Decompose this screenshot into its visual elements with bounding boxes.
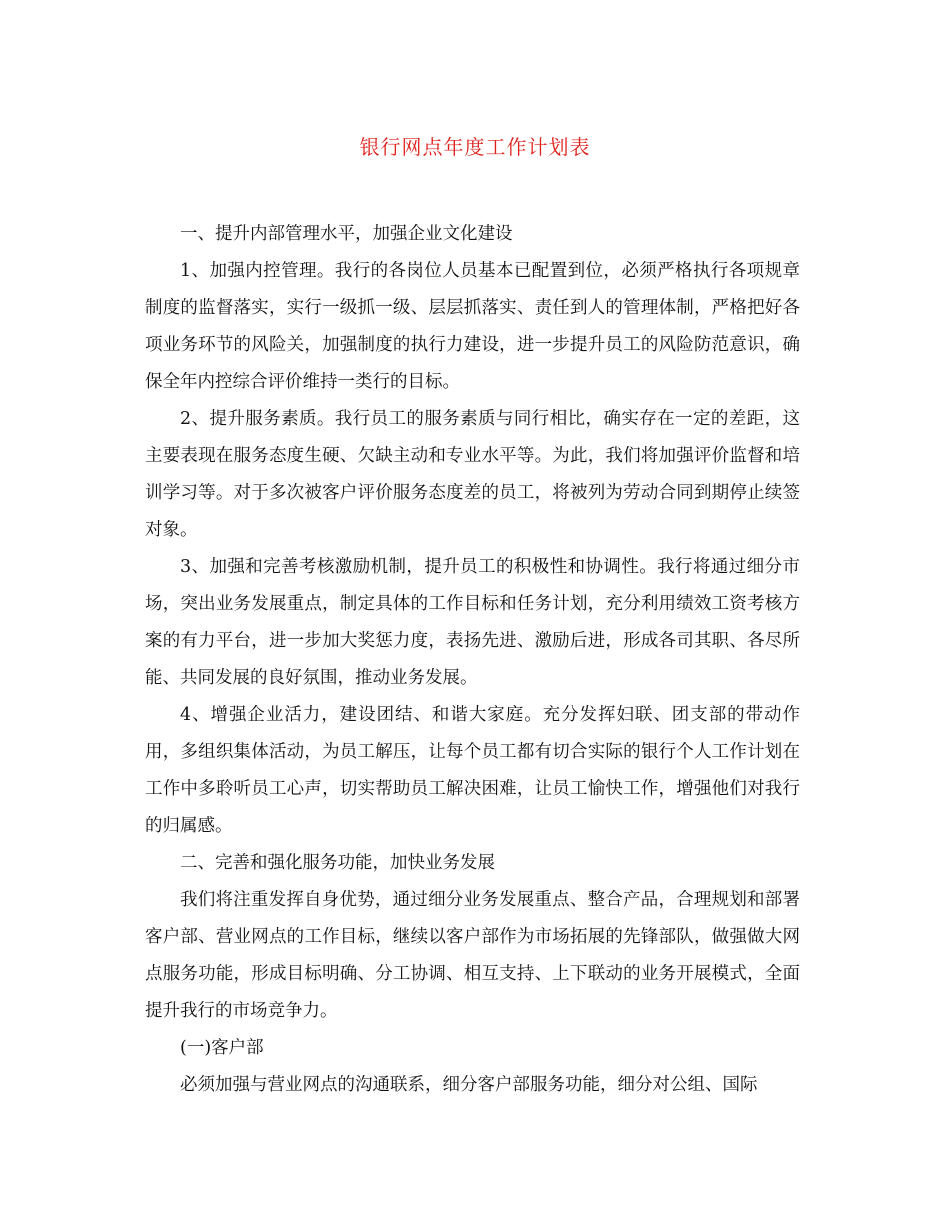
section-heading-2: 二、完善和强化服务功能，加快业务发展 — [180, 853, 495, 873]
paragraph-service-quality: 2、提升服务素质。我行员工的服务素质与同行相比，确实存在一定的差距，这主要表现在服务态度生硬、欠缺主动和专业水平等。为此，我们将加强评价监督和培训学习等。对于多次被客户评价服务态度差的员工，将被列为劳动合同到期停止续签对象。 — [145, 409, 800, 540]
subsection-heading-customer-dept: (一)客户部 — [180, 1038, 264, 1058]
document-title: 银行网点年度工作计划表 — [359, 135, 591, 159]
paragraph-business-development: 我们将注重发挥自身优势，通过细分业务发展重点、整合产品，合理规划和部署客户部、营业网点的工作目标，继续以客户部作为市场拓展的先锋部队，做强做大网点服务功能，形成目标明确、分工协调、相互支持、上下联动的业务开展模式，全面提升我行的市场竞争力。 — [145, 890, 800, 1021]
document-body — [145, 216, 800, 1104]
paragraph-customer-dept: 必须加强与营业网点的沟通联系，细分客户部服务功能，细分对公组、国际 — [180, 1075, 758, 1095]
paragraph-incentive-mechanism: 3、加强和完善考核激励机制，提升员工的积极性和协调性。我行将通过细分市场，突出业务发展重点，制定具体的工作目标和任务计划，充分利用绩效工资考核方案的有力平台，进一步加大奖惩力度，表扬先进、激励后进，形成各司其职、各尽所能、共同发展的良好氛围，推动业务发展。 — [145, 557, 800, 688]
paragraph-enterprise-vitality: 4、增强企业活力，建设团结、和谐大家庭。充分发挥妇联、团支部的带动作用，多组织集体活动，为员工解压，让每个员工都有切合实际的银行个人工作计划在工作中多聆听员工心声，切实帮助员工解决困难，让员工愉快工作，增强他们对我行的归属感。 — [145, 705, 800, 836]
paragraph-internal-control: 1、加强内控管理。我行的各岗位人员基本已配置到位，必须严格执行各项规章制度的监督落实，实行一级抓一级、层层抓落实、责任到人的管理体制，严格把好各项业务环节的风险关，加强制度的执行力建设，进一步提升员工的风险防范意识，确保全年内控综合评价维持一类行的目标。 — [145, 261, 800, 392]
section-heading-1: 一、提升内部管理水平，加强企业文化建设 — [180, 224, 513, 244]
